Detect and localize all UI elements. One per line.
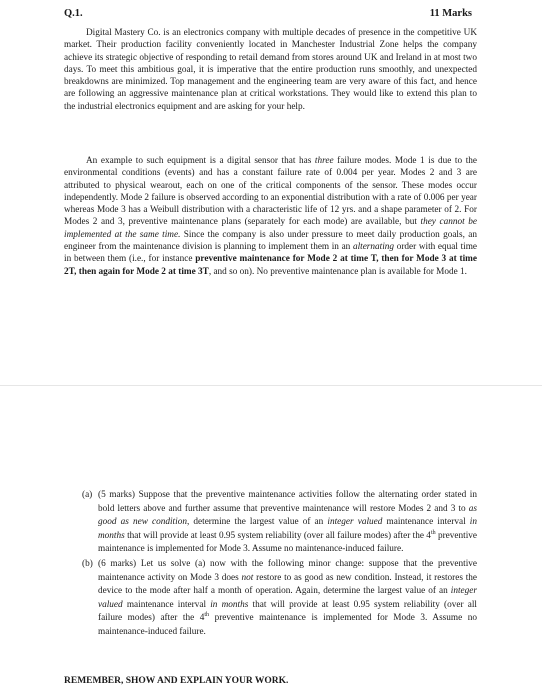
- italic-run: integer valued: [98, 586, 477, 610]
- text-run: maintenance interval: [382, 517, 470, 528]
- text-run: , and so on). No preventive maintenance plan is available for Mode 1.: [208, 266, 467, 277]
- superscript-run: th: [430, 529, 436, 536]
- text-run: restore to as good as new condition. Instead, it restores the device to the mode after half a month of operation. Again, determine the largest value of an: [98, 572, 478, 597]
- italic-run: three: [314, 156, 334, 166]
- part-b-label: (b): [82, 558, 93, 569]
- text-run: that will provide at least 0.95 system reliability (over all failure modes) after the 4: [98, 599, 478, 624]
- superscript-run: th: [204, 612, 210, 619]
- sensor-paragraph: [64, 155, 477, 278]
- text-run: that will provide at least 0.95 system reliability (over all failure modes) after the 4: [124, 530, 431, 541]
- text-run: preventive maintenance is implemented for Mode 3. Assume no maintenance-induced failure.: [98, 613, 477, 637]
- italic-run: as good as new condition: [98, 503, 477, 528]
- question-number: Q.1.: [64, 8, 83, 19]
- marks-label: 11 Marks: [429, 8, 472, 19]
- italic-run: not: [241, 572, 254, 583]
- footer-instruction: REMEMBER, SHOW AND EXPLAIN YOUR WORK.: [64, 676, 289, 686]
- text-run: maintenance interval: [122, 599, 211, 610]
- part-b-text: [98, 558, 477, 640]
- italic-run: in months: [210, 599, 249, 610]
- italic-run: they cannot be implemented at the same time.: [64, 217, 478, 240]
- part-a: [82, 489, 477, 557]
- intro-paragraph: Digital Mastery Co. is an electronics company with multiple decades of presence in the competitive UK market. Their production facility conveniently located in Manchester Industrial Zone helps the company achieve its strategic objective of responding to retail demand from stores around UK and Ireland in at most two days. To meet this ambitious goal, it is imperative that the entire production runs smoothly, and unexpected breakdowns are minimized. Top management and the engineering team are very aware of this fact, and hence are following an aggressive maintenance plan at critical workstations. They would like to extend this plan to the industrial electronics equipment and are asking for your help.: [64, 28, 477, 112]
- text-run: (5 marks) Suppose that the preventive maintenance activities follow the alternating order stated in bold letters above and further assume that preventive maintenance will restore Modes 2 and 3 to: [98, 490, 477, 514]
- text-run: failure modes. Mode 1 is due to the environmental conditions (events) and has a constant failure rate of 0.004 per year. Modes 2 and 3 are attributed to physical wearout, each on one of the critical components of the sensor. These modes occur independently. Mode 2 failure is observed according to an exponential distribution with a rate of 0.006 per year whereas Mode 3 has a Weibull distribution with a characteristic life of 12 yrs. and a shape parameter of 2. For Modes 2 and 3, preventive maintenance plans (separately for each mode) are available, but: [64, 156, 477, 228]
- italic-run: integer valued: [327, 517, 383, 528]
- question-parts: [82, 489, 477, 641]
- bold-run: preventive maintenance for Mode 2 at time T, then for Mode 3 at time 2T, then again for Mode 2 at time 3T: [64, 254, 477, 277]
- text-run: , determine the largest value of an: [186, 517, 328, 528]
- text-run: preventive maintenance is implemented for Mode 3. Assume no maintenance-induced failure.: [98, 530, 477, 555]
- part-a-text: [98, 489, 477, 557]
- text-run: Since the company is also under pressure to meet daily production goals, an engineer from the maintenance division is planning to implement them in an: [64, 229, 477, 253]
- italic-run: in months: [98, 517, 477, 541]
- text-run: (6 marks) Let us solve (a) now with the following minor change: suppose that the preventive maintenance activity on Mode 3 does: [98, 558, 477, 583]
- question-header: [64, 8, 472, 24]
- page-divider: [0, 385, 542, 386]
- text-run: An example to such equipment is a digital sensor that has: [86, 156, 315, 166]
- part-b: [82, 558, 477, 640]
- text-run: order with equal time in between them (i.e., for instance: [64, 242, 478, 265]
- italic-run: alternating: [352, 242, 395, 253]
- part-a-label: (a): [82, 490, 93, 500]
